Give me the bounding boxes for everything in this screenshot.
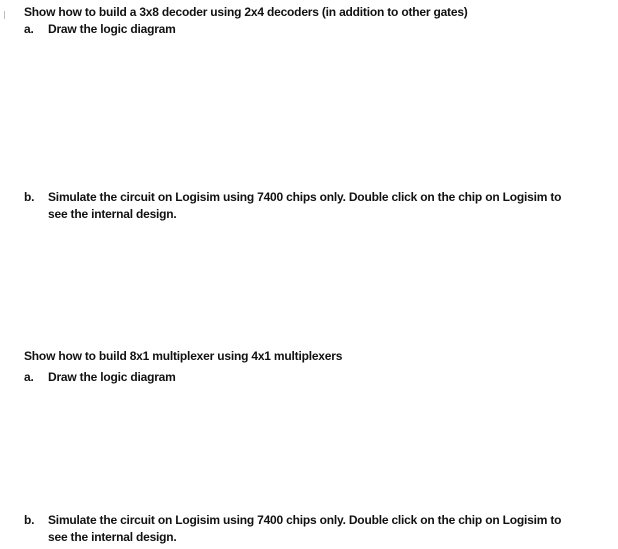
- section1-heading: Show how to build a 3x8 decoder using 2x4 decoders (in addition to other gates): [24, 5, 468, 19]
- section1-item-a-text: Draw the logic diagram: [48, 22, 176, 36]
- section2-heading: Show how to build 8x1 multiplexer using 4x1 multiplexers: [24, 349, 343, 363]
- section2-item-a-label: a.: [24, 370, 34, 384]
- section1-item-a-label: a.: [24, 22, 34, 36]
- section2-item-b-text-line2: see the internal design.: [48, 530, 177, 544]
- section1-item-b-label: b.: [24, 190, 35, 204]
- section2-item-b-text-line1: Simulate the circuit on Logisim using 7400 chips only. Double click on the chip on Logisim to: [48, 513, 562, 527]
- section1-item-b-text-line1: Simulate the circuit on Logisim using 7400 chips only. Double click on the chip on Logisim to: [48, 190, 562, 204]
- section2-item-b-label: b.: [24, 513, 35, 527]
- section2-item-a-text: Draw the logic diagram: [48, 370, 176, 384]
- section1-item-b-text-line2: see the internal design.: [48, 207, 177, 221]
- margin-mark: [4, 11, 5, 19]
